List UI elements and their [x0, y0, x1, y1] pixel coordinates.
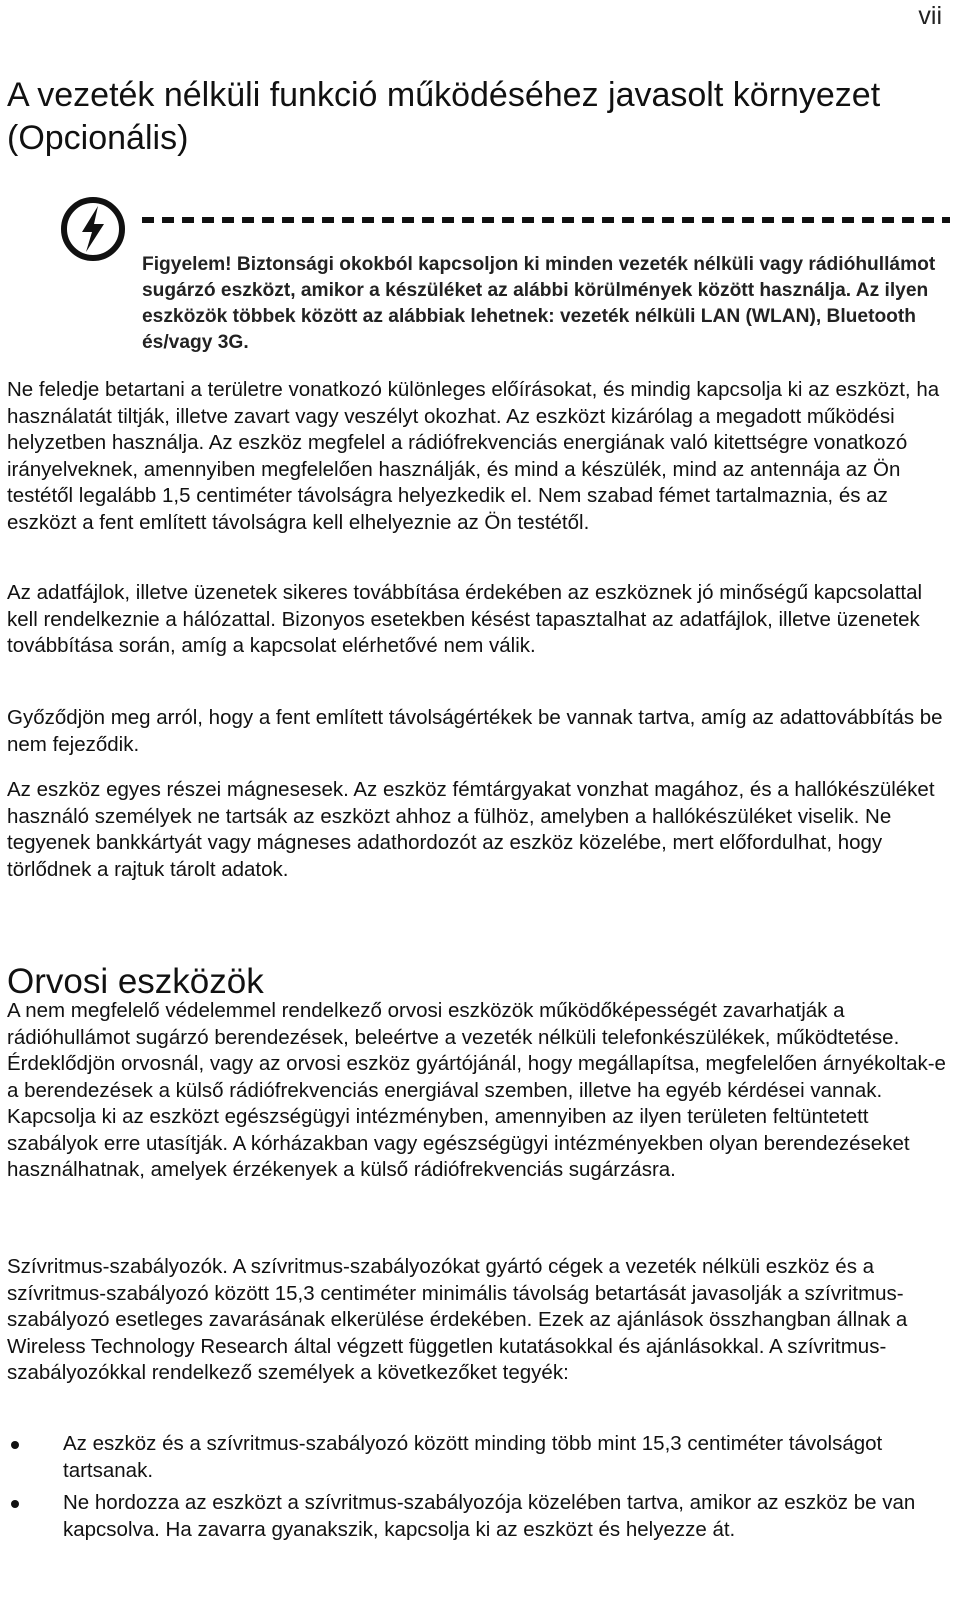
paragraph: A nem megfelelő védelemmel rendelkező orvosi eszközök működőképességét zavarhatják a rádióhullámot sugárzó berendezések, beleértve a vezeték nélküli telefonkészülékek, működtetése. Érdeklődjön orvosnál, vagy az orvosi eszköz gyártójánál, hogy megállapítsa, megfelelően árnyékoltak-e a berendezések a külső rádiófrekvenciás energiával szemben, illetve ha egyéb kérdései vannak. Kapcsolja ki az eszközt egészségügyi intézményben, amennyiben az ilyen területen feltüntetett szabályok erre utasítják. A kórházakban vagy egészségügyi intézményekben olyan berendezéseket használhatnak, amelyek érzékenyek a külső rádiófrekvenciás sugárzásra.: [7, 999, 946, 1181]
paragraph: Ne feledje betartani a területre vonatkozó különleges előírásokat, és mindig kapcsolja ki az eszközt, ha használatát tiltják, illetve zavart vagy veszélyt okozhat. Az eszközt kizárólag a megadott működési helyzetben használja. Az eszköz megfelel a rádiófrekvenciás energiának való kitettségre vonatkozó irányelveknek, amennyiben megfelelően használják, és mind a készülék, mind az antennája az Ön testétől legalább 1,5 centiméter távolságra helyezkedik el. Nem szabad fémet tartalmaznia, és az eszközt a fent említett távolságra kell elhelyeznie az Ön testétől.: [7, 378, 940, 534]
section-heading: Orvosi eszközök: [7, 962, 264, 1001]
paragraph: Szívritmus-szabályozók. A szívritmus-szabályozókat gyártó cégek a vezeték nélküli eszköz és a szívritmus-szabályozó között 15,3 centiméter minimális távolság betartását javasolják a szívritmus-szabályozó esetleges zavarásának elkerülése érdekében. Ezek az ajánlások összhangban állnak a Wireless Technology Research által végzett független kutatásokkal és ajánlásokkal. A szívritmus-szabályozókkal rendelkező személyek a következőket tegyék:: [7, 1255, 908, 1384]
warning-text: Figyelem! Biztonsági okokból kapcsoljon ki minden vezeték nélküli vagy rádióhullámot sugárzó eszközt, amikor a készüléket az alábbi körülmények között használja. Az ilyen eszközök többek között az alábbiak lehetnek: vezeték nélküli LAN (WLAN), Bluetooth és/vagy 3G.: [142, 254, 936, 353]
page-number: vii: [918, 2, 942, 30]
paragraph: Az eszköz egyes részei mágnesesek. Az eszköz fémtárgyakat vonzhat magához, és a hallókészüléket használó személyek ne tartsák az eszközt ahhoz a fülhöz, amelyben a hallókészüléket viselik. Ne tegyenek bankkártyát vagy mágneses adathordozót az eszköz közelébe, mert előfordulhat, hogy törlődnek a rajtuk tárolt adatok.: [7, 778, 935, 881]
bullet-icon: [11, 1500, 19, 1508]
list-item-text: Ne hordozza az eszközt a szívritmus-szabályozója közelében tartva, amikor az eszköz be van kapcsolva. Ha zavarra gyanakszik, kapcsolja ki az eszközt és helyezze át.: [63, 1491, 916, 1541]
bullet-icon: [11, 1441, 19, 1449]
warning-icon: [60, 196, 126, 262]
page-title: A vezeték nélküli funkció működéséhez javasolt környezet (Opcionális): [7, 76, 881, 157]
warning-divider: [142, 217, 950, 223]
paragraph: Az adatfájlok, illetve üzenetek sikeres továbbítása érdekében az eszköznek jó minőségű kapcsolattal kell rendelkeznie a hálózattal. Bizonyos esetekben késést tapasztalhat az adatfájlok, illetve üzenetek továbbítása során, amíg a kapcsolat elérhetővé nem válik.: [7, 581, 923, 657]
list-item-text: Az eszköz és a szívritmus-szabályozó között minding több mint 15,3 centiméter távolságot tartsanak.: [63, 1432, 883, 1482]
paragraph: Győződjön meg arról, hogy a fent említett távolságértékek be vannak tartva, amíg az adattovábbítás be nem fejeződik.: [7, 706, 943, 756]
